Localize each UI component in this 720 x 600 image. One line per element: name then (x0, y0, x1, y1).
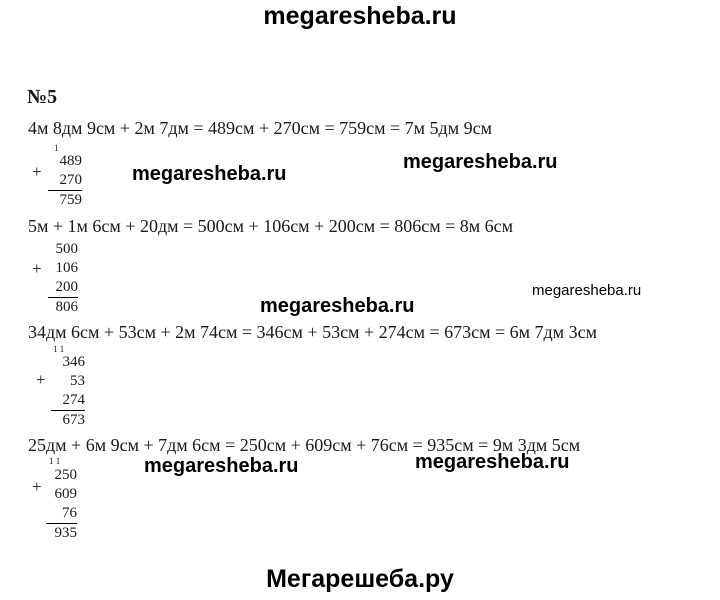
equation-2: 5м + 1м 6см + 20дм = 500см + 106см + 200см = 806см = 8м 6см (28, 216, 514, 236)
watermark: megaresheba.ru (144, 455, 299, 477)
column-addition-2 (48, 240, 78, 317)
column-addition-1 (48, 152, 82, 210)
plus-sign-3: + (36, 370, 46, 389)
site-header: megaresheba.ru (263, 2, 457, 30)
equation-1: 4м 8дм 9см + 2м 7дм = 489см + 270см = 759см = 7м 5дм 9см (28, 118, 492, 138)
sum: 806 (55, 299, 78, 315)
plus-sign-2: + (32, 259, 42, 278)
addend: 76 (46, 504, 77, 524)
carry-digits-1: 1 (54, 143, 59, 153)
sum: 673 (62, 412, 85, 428)
carry-digits-4: 1 1 (49, 456, 61, 466)
addend: 274 (51, 391, 85, 411)
addend: 489 (59, 153, 82, 169)
addend: 500 (55, 241, 78, 257)
watermark: megaresheba.ru (532, 282, 642, 299)
addend: 53 (70, 373, 85, 389)
watermark: megaresheba.ru (260, 295, 415, 317)
equation-4: 25дм + 6м 9см + 7дм 6см = 250см + 609см + 76см = 935см = 9м 3дм 5см (28, 435, 581, 455)
equation-3: 34дм 6см + 53см + 2м 74см = 346см + 53см + 274см = 673см = 6м 7дм 3см (28, 322, 597, 342)
plus-sign-4: + (32, 477, 42, 496)
addend: 346 (62, 354, 85, 370)
watermark: megaresheba.ru (403, 151, 558, 173)
watermark: megaresheba.ru (415, 451, 570, 473)
site-footer: Мегарешеба.ру (266, 565, 454, 593)
sum: 759 (59, 192, 82, 208)
addend: 270 (48, 171, 82, 191)
addend: 106 (55, 260, 78, 276)
column-addition-3 (51, 353, 85, 430)
plus-sign-1: + (32, 162, 42, 181)
addend: 609 (54, 486, 77, 502)
watermark: megaresheba.ru (132, 163, 287, 185)
addend: 200 (48, 278, 78, 298)
addend: 250 (54, 467, 77, 483)
problem-number: №5 (27, 86, 58, 108)
carry-digits-3: 1 1 (53, 344, 65, 354)
sum: 935 (54, 525, 77, 541)
column-addition-4 (46, 466, 77, 543)
